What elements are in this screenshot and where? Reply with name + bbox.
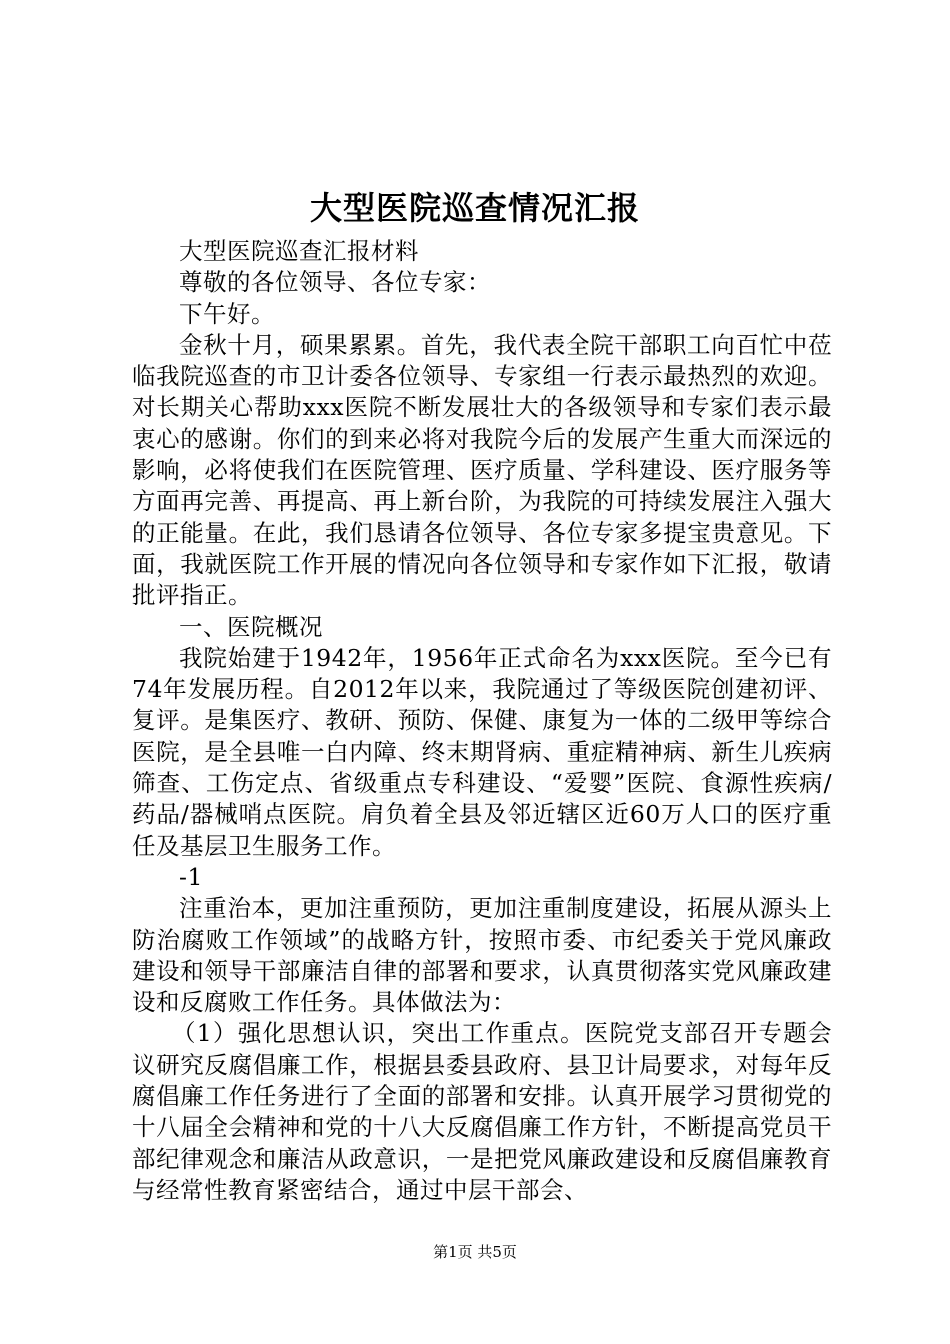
section-heading-overview: 一、医院概况 xyxy=(179,612,323,641)
paragraph-subtitle: 大型医院巡查汇报材料 xyxy=(179,237,419,265)
paragraph-item-1: （1）强化思想认识，突出工作重点。医院党支部召开专题会议研究反腐倡廉工作，根据县委县政府、县卫计局要求，对每年反腐倡廉工作任务进行了全面的部署和安排。认真开展学习贯彻党的十八届全会精神和党的十八大反腐倡廉工作方针，不断提高党员干部纪律观念和廉洁从政意识，一是把党风廉政建设和反腐倡廉教育与经常性教育紧密结合，通过中层干部会、 xyxy=(132,1019,832,1204)
paragraph-page-marker: -1 xyxy=(179,862,203,891)
page-footer: 第1页 共5页 xyxy=(433,1243,517,1261)
paragraph-hospital-overview: 我院始建于1942年，1956年正式命名为xxx医院。至今已有74年发展历程。自2012年以来，我院通过了等级医院创建初评、复评。是集医疗、教研、预防、保健、康复为一体的二级甲等综合医院，是全县唯一白内障、终末期肾病、重症精神病、新生儿疾病筛查、工伤定点、省级重点专科建设、“爱婴”医院、食源性疾病/药品/器械哨点医院。肩负着全县及邻近辖区近60万人口的医疗重任及基层卫生服务工作。 xyxy=(132,643,832,860)
paragraph-greeting: 下午好。 xyxy=(179,299,275,328)
paragraph-anticorruption: 注重治本，更加注重预防，更加注重制度建设，拓展从源头上防治腐败工作领域”的战略方针，按照市委、市纪委关于党风廉政建设和领导干部廉洁自律的部署和要求，认真贯彻落实党风廉政建设和反腐败工作任务。具体做法为： xyxy=(132,894,832,1017)
paragraph-welcome: 金秋十月，硕果累累。首先，我代表全院干部职工向百忙中莅临我院巡查的市卫计委各位领导、专家组一行表示最热烈的欢迎。对长期关心帮助xxx医院不断发展壮大的各级领导和专家们表示最衷心的感谢。你们的到来必将对我院今后的发展产生重大而深远的影响，必将使我们在医院管理、医疗质量、学科建设、医疗服务等方面再完善、再提高、再上新台阶，为我院的可持续发展注入强大的正能量。在此，我们恳请各位领导、各位专家多提宝贵意见。下面，我就医院工作开展的情况向各位领导和专家作如下汇报，敬请批评指正。 xyxy=(132,330,832,610)
document-body xyxy=(132,236,832,1206)
document-title: 大型医院巡查情况汇报 xyxy=(309,189,640,227)
paragraph-salutation: 尊敬的各位领导、各位专家： xyxy=(179,268,491,297)
